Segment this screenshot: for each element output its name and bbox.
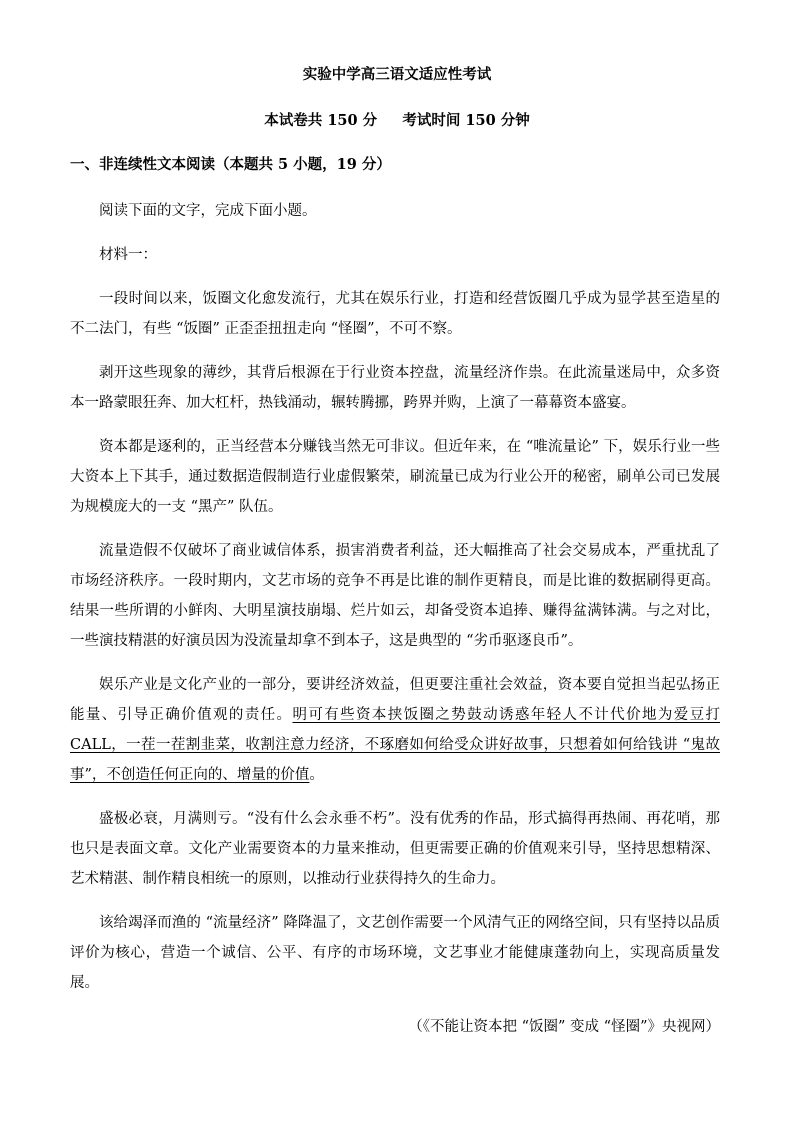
source-citation: （《不能让资本把 “饭圈” 变成 “怪圈”》央视网） <box>408 1019 720 1035</box>
section-heading: 一、非连续性文本阅读（本题共 5 小题，19 分） <box>70 156 391 173</box>
passage-paragraph: 资本都是逐利的，正当经营本分赚钱当然无可非议。但近年来，在 “唯流量论” 下，娱乐行业一些大资本上下其手，通过数据造假制造行业虚假繁荣，刷流量已成为行业公开的秘密，刷单公司已发展为规模庞大的一支 “黑产” 队伍。 <box>70 439 720 515</box>
underlined-sentence: 明可有些资本挟饭圈之势鼓动诱惑年轻人不计代价地为爱豆打 CALL，一茬一茬割韭菜，收割注意力经济，不琢磨如何给受众讲好故事，只想着如何给钱讲 “鬼故事”，不创造任何正向的、增量的价值 <box>70 707 721 783</box>
reading-passage <box>70 196 720 1042</box>
passage-paragraph: 盛极必衰，月满则亏。“没有什么会永垂不朽”。没有优秀的作品，形式搞得再热闹、再花哨，那也只是表面文章。文化产业需要资本的力量来推动，但更需要正确的价值观来引导，坚持思想精深、艺术精湛、制作精良相统一的原则，以推动行业获得持久的生命力。 <box>70 811 720 887</box>
reading-instruction: 阅读下面的文字，完成下面小题。 <box>99 203 317 219</box>
passage-paragraph: 剥开这些现象的薄纱，其背后根源在于行业资本控盘，流量经济作祟。在此流量迷局中，众多资本一路蒙眼狂奔、加大杠杆，热钱涌动，辗转腾挪，跨界并购，上演了一幕幕资本盛宴。 <box>70 365 720 411</box>
passage-paragraph: 该给竭泽而渔的 “流量经济” 降降温了，文艺创作需要一个风清气正的网络空间，只有坚持以品质评价为核心，营造一个诚信、公平、有序的市场环境，文艺事业才能健康蓬勃向上，实现高质量发展。 <box>70 915 720 991</box>
paragraph-text: 娱乐产业是文化产业的一部分，要讲经济效益，但更要注重社会效益，资本要自觉担当起弘扬正能量、引导正确价值观的责任。 <box>70 677 720 723</box>
passage-paragraph-underlined <box>70 670 720 790</box>
paragraph-end-punctuation: 。 <box>309 767 324 783</box>
material-label: 材料一： <box>99 247 157 263</box>
passage-paragraph: 一段时间以来，饭圈文化愈发流行，尤其在娱乐行业，打造和经营饭圈几乎成为显学甚至造星的不二法门，有些 “饭圈” 正歪歪扭扭走向 “怪圈”，不可不察。 <box>70 291 720 337</box>
passage-paragraph: 流量造假不仅破坏了商业诚信体系，损害消费者利益，还大幅推高了社会交易成本，严重扰乱了市场经济秩序。一段时期内，文艺市场的竞争不再是比谁的制作更精良，而是比谁的数据刷得更高。结果一些所谓的小鲜肉、大明星演技崩塌、烂片如云，却备受资本追捧、赚得盆满钵满。与之对比，一些演技精湛的好演员因为没流量却拿不到本子，这是典型的 “劣币驱逐良币”。 <box>70 543 720 649</box>
exam-title: 实验中学高三语文适应性考试 <box>302 66 492 83</box>
exam-subtitle: 本试卷共 150 分 考试时间 150 分钟 <box>264 112 530 129</box>
